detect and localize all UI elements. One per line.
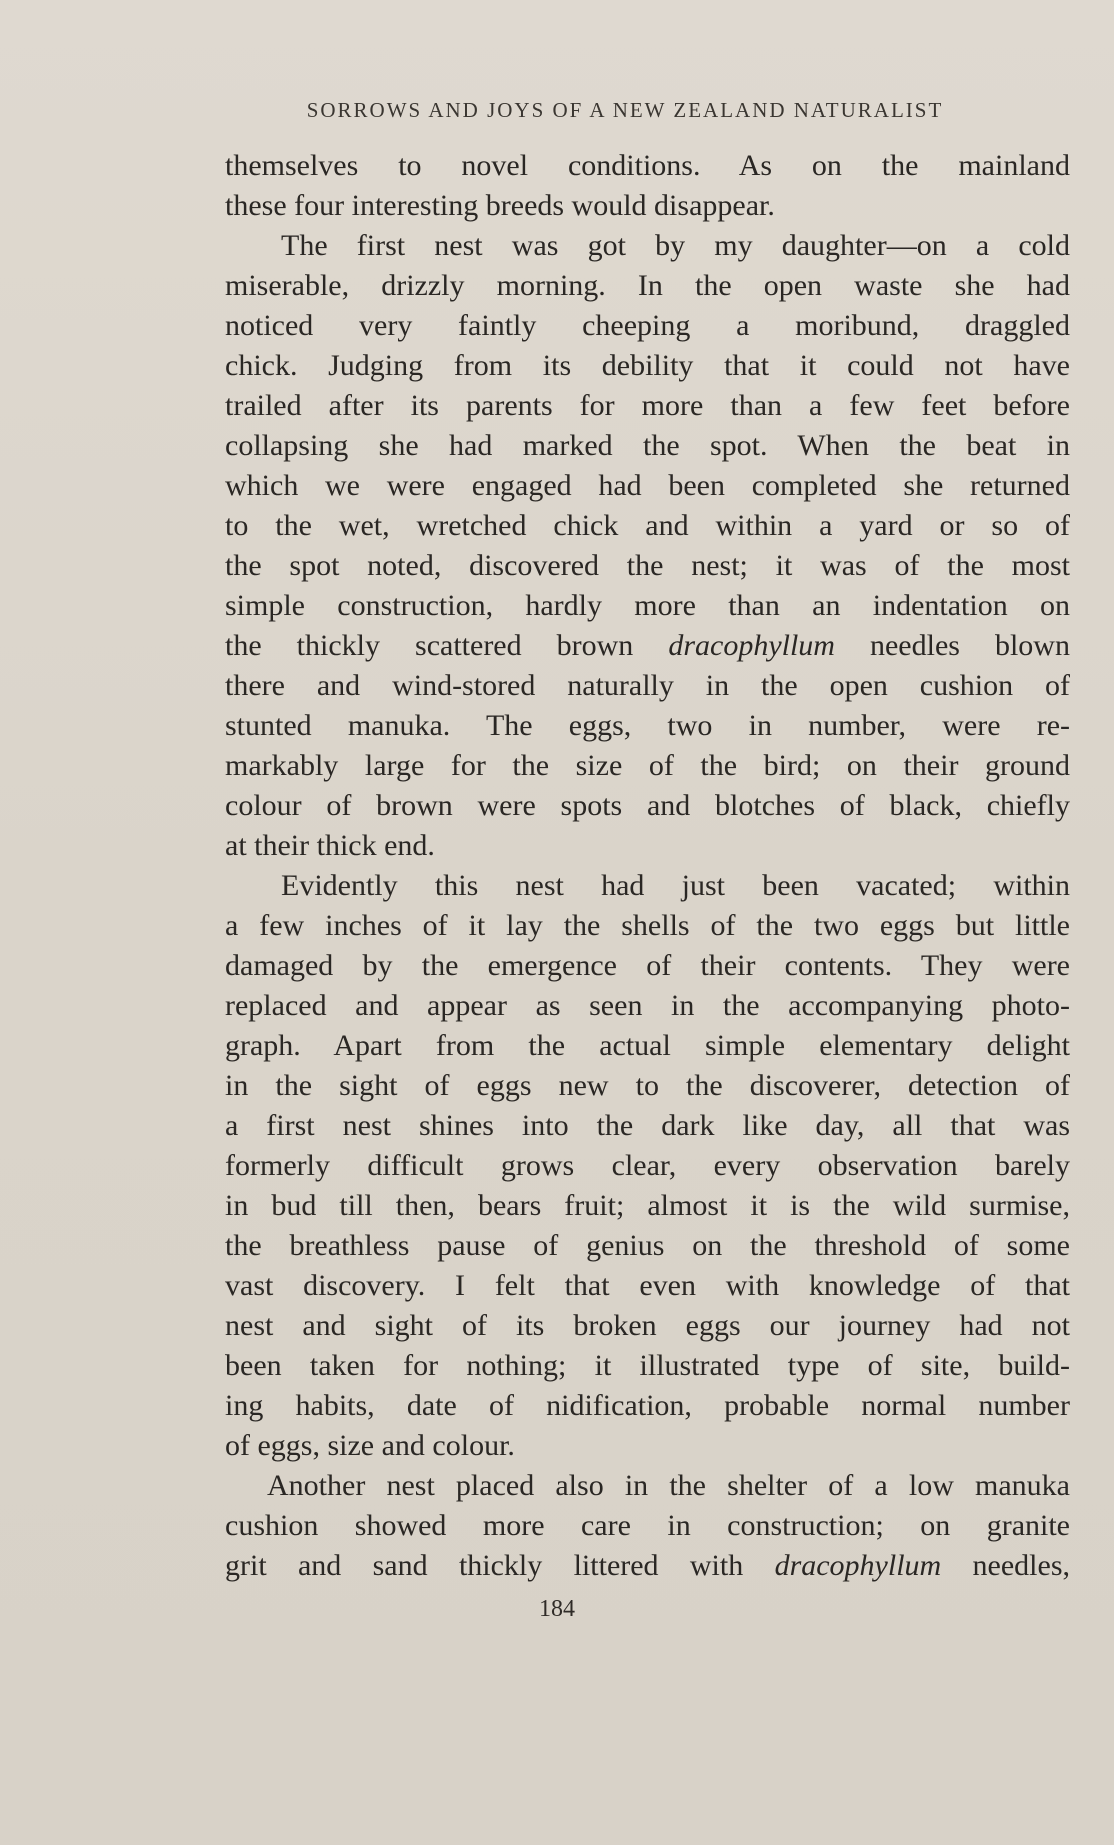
text-line: in bud till then, bears fruit; almost it is the wild surmise, <box>225 1189 1070 1222</box>
text-line: at their thick end. <box>225 829 435 862</box>
text-line: these four interesting breeds would disappear. <box>225 189 775 222</box>
text-line: miserable, drizzly morning. In the open waste she had <box>225 269 1070 302</box>
text-line: in the sight of eggs new to the discoverer, detection of <box>225 1069 1070 1102</box>
italic-term: dracophyllum <box>774 1549 942 1582</box>
text-line: markably large for the size of the bird; on their ground <box>225 749 1070 782</box>
text-line: which we were engaged had been completed she returned <box>225 469 1070 502</box>
text-line: colour of brown were spots and blotches of black, chiefly <box>225 789 1070 822</box>
text-line: noticed very faintly cheeping a moribund, draggled <box>225 309 1070 342</box>
text-line: simple construction, hardly more than an indentation on <box>225 589 1070 622</box>
text-line: the spot noted, discovered the nest; it was of the most <box>225 549 1070 582</box>
text-line: The first nest was got by my daughter—on a cold <box>281 229 1070 262</box>
text-line: chick. Judging from its debility that it could not have <box>225 349 1070 382</box>
text-line: nest and sight of its broken eggs our journey had not <box>225 1309 1070 1342</box>
text-line: cushion showed more care in construction; on granite <box>225 1509 1070 1542</box>
text-line: formerly difficult grows clear, every observation barely <box>225 1149 1070 1182</box>
text-line: damaged by the emergence of their contents. They were <box>225 949 1070 982</box>
text-line: to the wet, wretched chick and within a yard or so of <box>225 509 1070 542</box>
page-number: 184 <box>539 1596 575 1622</box>
text-line: themselves to novel conditions. As on the mainland <box>225 149 1070 182</box>
text-line: there and wind-stored naturally in the open cushion of <box>225 669 1070 702</box>
text-line: of eggs, size and colour. <box>225 1429 515 1462</box>
text-line: ing habits, date of nidification, probable normal number <box>225 1389 1070 1422</box>
text-line: stunted manuka. The eggs, two in number, were re- <box>225 709 1070 742</box>
text-line: been taken for nothing; it illustrated type of site, build- <box>225 1349 1070 1382</box>
text-line: vast discovery. I felt that even with knowledge of that <box>225 1269 1070 1302</box>
text-line: a first nest shines into the dark like day, all that was <box>225 1109 1070 1142</box>
text-line: collapsing she had marked the spot. When the beat in <box>225 429 1070 462</box>
text-line: trailed after its parents for more than a few feet before <box>225 389 1070 422</box>
running-head: SORROWS AND JOYS OF A NEW ZEALAND NATURALIST <box>306 98 944 122</box>
text-line: replaced and appear as seen in the accompanying photo- <box>225 989 1070 1022</box>
body-text <box>225 146 1070 1586</box>
text-line: grit and sand thickly littered with dracophyllum needles, <box>225 1549 1070 1582</box>
text-line: the breathless pause of genius on the threshold of some <box>225 1229 1070 1262</box>
text-line: a few inches of it lay the shells of the two eggs but little <box>225 909 1070 942</box>
text-line: graph. Apart from the actual simple elementary delight <box>225 1029 1070 1062</box>
text-line: Another nest placed also in the shelter of a low manuka <box>267 1469 1070 1502</box>
text-line: Evidently this nest had just been vacated; within <box>281 869 1070 902</box>
italic-term: dracophyllum <box>668 629 835 662</box>
text-line: the thickly scattered brown dracophyllum needles blown <box>225 629 1070 662</box>
